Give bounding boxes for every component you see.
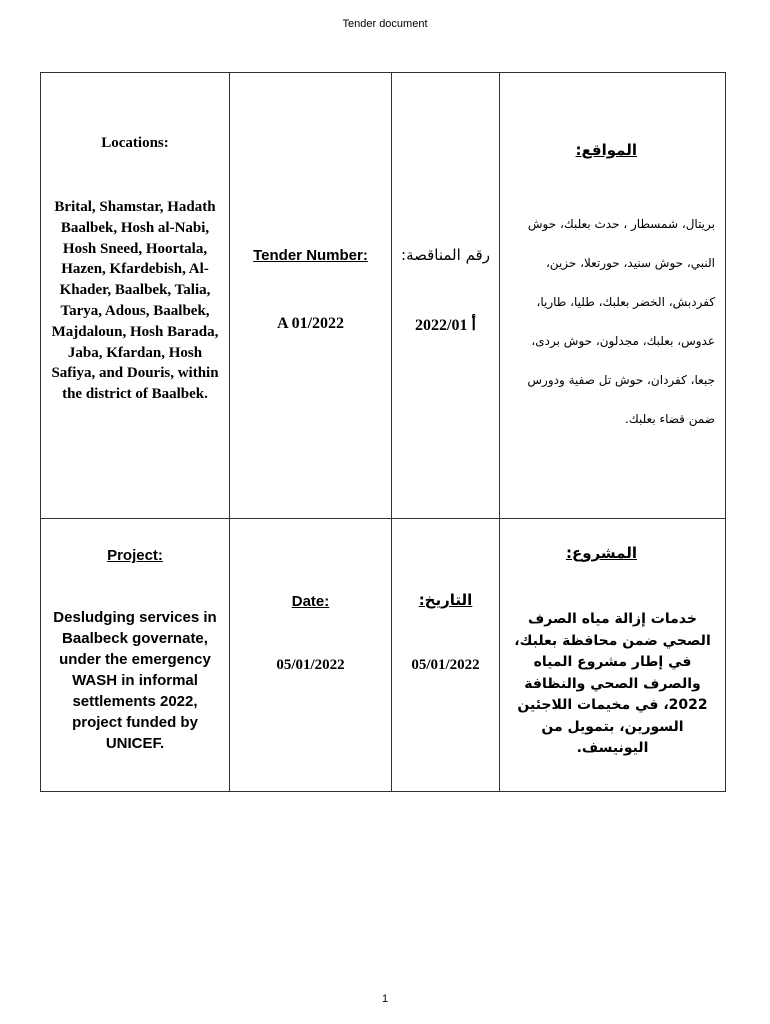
date-ar-cell [392, 519, 500, 792]
tender-number-ar-value: أ 2022/01 [415, 317, 476, 334]
tender-number-value: A 01/2022 [276, 315, 345, 332]
project-ar-text: خدمات إزالة مياه الصرف الصحي ضمن محافظة بعلبك، في إطار مشروع المياه والصرف الصحي والنظافة 2022، في مخيمات اللاجئين السورين، بتمويل من اليونيسف. [514, 611, 711, 756]
tender-number-label: Tender Number: [253, 247, 368, 264]
tender-table [40, 72, 726, 792]
locations-ar-cell [500, 73, 726, 519]
locations-ar-label: المواقع: [575, 141, 637, 159]
locations-ar-text: بريتال، شمسطار ، حدث بعلبك، حوش النبي، حوش سنيد، حورتعلا، حزين، كفردبش، الخضر بعلبك، طليا، طاريا، عدوس، بعلبك، مجدلون، حوش بردى، جبعا، كفردان، حوش تل صفية ودورس ضمن قضاء بعلبك. [527, 217, 715, 426]
document-header: Tender document [342, 18, 428, 30]
locations-cell [41, 73, 230, 519]
locations-label: Locations: [101, 135, 169, 151]
tender-number-cell [230, 73, 392, 519]
date-label: Date: [291, 593, 330, 610]
date-value: 05/01/2022 [276, 657, 345, 673]
project-ar-cell [500, 519, 726, 792]
tender-number-ar-cell [392, 73, 500, 519]
tender-row-project [41, 519, 726, 792]
project-text: Desludging services in Baalbeck governate, under the emergency WASH in informal settlements 2022, project funded by UNICEF. [53, 609, 217, 752]
page-number: 1 [381, 993, 389, 1005]
locations-text: Brital, Shamstar, Hadath Baalbek, Hosh al-Nabi, Hosh Sneed, Hoortala, Hazen, Kfardebish, Al-Khader, Baalbek, Talia, Tarya, Adous, Baalbek, Majdaloun, Hosh Barada, Jaba, Kfardan, Hosh Safiya, and Douris, within the district of Baalbek. [51, 199, 219, 403]
date-ar-label: التاريخ: [418, 591, 473, 609]
date-ar-value: 05/01/2022 [411, 657, 480, 673]
date-cell [230, 519, 392, 792]
project-label: Project: [107, 547, 163, 564]
project-ar-label: المشروع: [566, 544, 637, 562]
tender-number-ar-label: رقم المناقصة: [401, 246, 490, 264]
project-cell [41, 519, 230, 792]
tender-row-locations [41, 73, 726, 519]
